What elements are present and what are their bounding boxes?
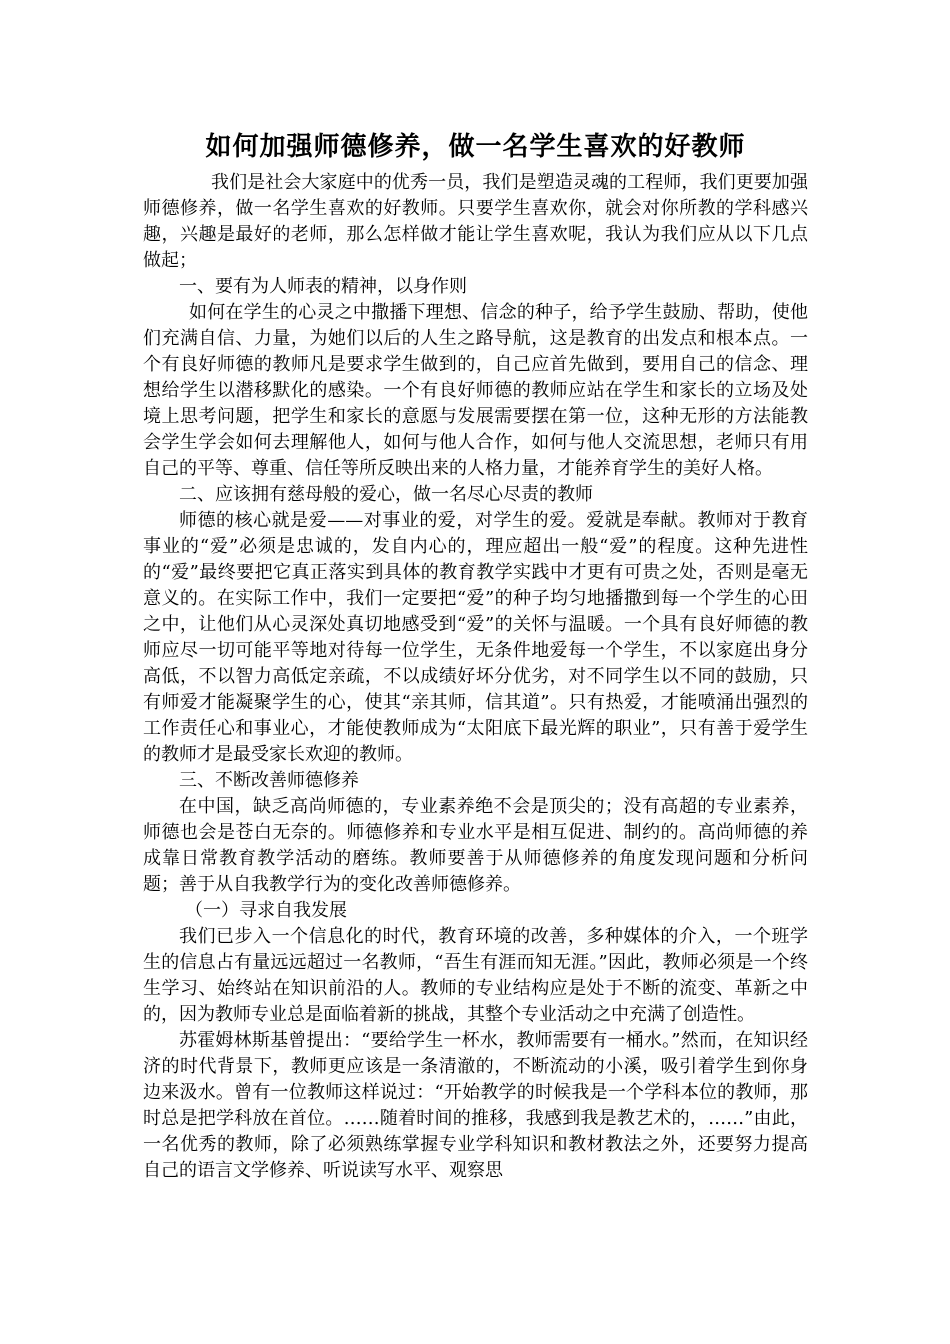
subsection-1-body-1: 我们已步入一个信息化的时代，教育环境的改善，多种媒体的介入，一个班学生的信息占有量远远超过一名教师，“吾生有涯而知无涯。”因此，教师必须是一个终生学习、始终站在知识前沿的人。教师的专业结构应是处于不断的流变、革新之中的，因为教师专业总是面临着新的挑战，其整个专业活动之中充满了创造性。 — [143, 926, 808, 1025]
section-2-body: 师德的核心就是爱——对事业的爱，对学生的爱。爱就是奉献。教师对于教育事业的“爱”必须是忠诚的，发自内心的，理应超出一般“爱”的程度。这种先进性的“爱”最终要把它真正落实到具体的教育教学实践中才更有可贵之处，否则是毫无意义的。在实际工作中，我们一定要把“爱”的种子均匀地播撒到每一个学生的心田之中，让他们从心灵深处真切地感受到“爱”的关怀与温暖。一个具有良好师德的教师应尽一切可能平等地对待每一位学生，无条件地爱每一个学生，不以家庭出身分高低，不以智力高低定亲疏，不以成绩好坏分优劣，对不同学生以不同的鼓励，只有师爱才能凝聚学生的心，使其“亲其师，信其道”。只有热爱，才能喷涌出强烈的工作责任心和事业心，才能使教师成为“太阳底下最光辉的职业”，只有善于爱学生的教师才是最受家长欢迎的教师。 — [143, 510, 808, 765]
document-page — [143, 128, 808, 1184]
section-2-heading: 二、应该拥有慈母般的爱心，做一名尽心尽责的教师 — [179, 484, 593, 505]
subsection-1-heading: （一）寻求自我发展 — [185, 900, 347, 921]
document-title: 如何加强师德修养，做一名学生喜欢的好教师 — [205, 132, 746, 162]
intro-paragraph: 我们是社会大家庭中的优秀一员，我们是塑造灵魂的工程师，我们更要加强师德修养，做一名学生喜欢的好教师。只要学生喜欢你，就会对你所教的学科感兴趣，兴趣是最好的老师，那么怎样做才能让学生喜欢呢，我认为我们应从以下几点做起； — [143, 172, 808, 271]
section-1-body: 如何在学生的心灵之中撒播下理想、信念的种子，给予学生鼓励、帮助，使他们充满自信、力量，为她们以后的人生之路导航，这是教育的出发点和根本点。一个有良好师德的教师凡是要求学生做到的，自己应首先做到，要用自己的信念、理想给学生以潜移默化的感染。一个有良好师德的教师应站在学生和家长的立场及处境上思考问题，把学生和家长的意愿与发展需要摆在第一位，这种无形的方法能教会学生学会如何去理解他人，如何与他人合作，如何与他人交流思想，老师只有用自己的平等、尊重、信任等所反映出来的人格力量，才能养育学生的美好人格。 — [143, 302, 808, 479]
subsection-1-body-2: 苏霍姆林斯基曾提出：“要给学生一杯水，教师需要有一桶水。”然而，在知识经济的时代背景下，教师更应该是一条清澈的，不断流动的小溪，吸引着学生到你身边来汲水。曾有一位教师这样说过：“开始教学的时候我是一个学科本位的教师，那时总是把学科放在首位。……随着时间的推移，我感到我是教艺术的，……”由此，一名优秀的教师，除了必须熟练掌握专业学科知识和教材教法之外，还要努力提高自己的语言文学修养、听说读写水平、观察思 — [143, 1030, 808, 1181]
section-1-heading: 一、要有为人师表的精神，以身作则 — [179, 276, 467, 297]
section-3-body: 在中国，缺乏高尚师德的，专业素养绝不会是顶尖的；没有高超的专业素养，师德也会是苍白无奈的。师德修养和专业水平是相互促进、制约的。高尚师德的养成靠日常教育教学活动的磨练。教师要善于从师德修养的角度发现问题和分析问题；善于从自我教学行为的变化改善师德修养。 — [143, 796, 808, 895]
section-3-heading: 三、不断改善师德修养 — [179, 770, 359, 791]
